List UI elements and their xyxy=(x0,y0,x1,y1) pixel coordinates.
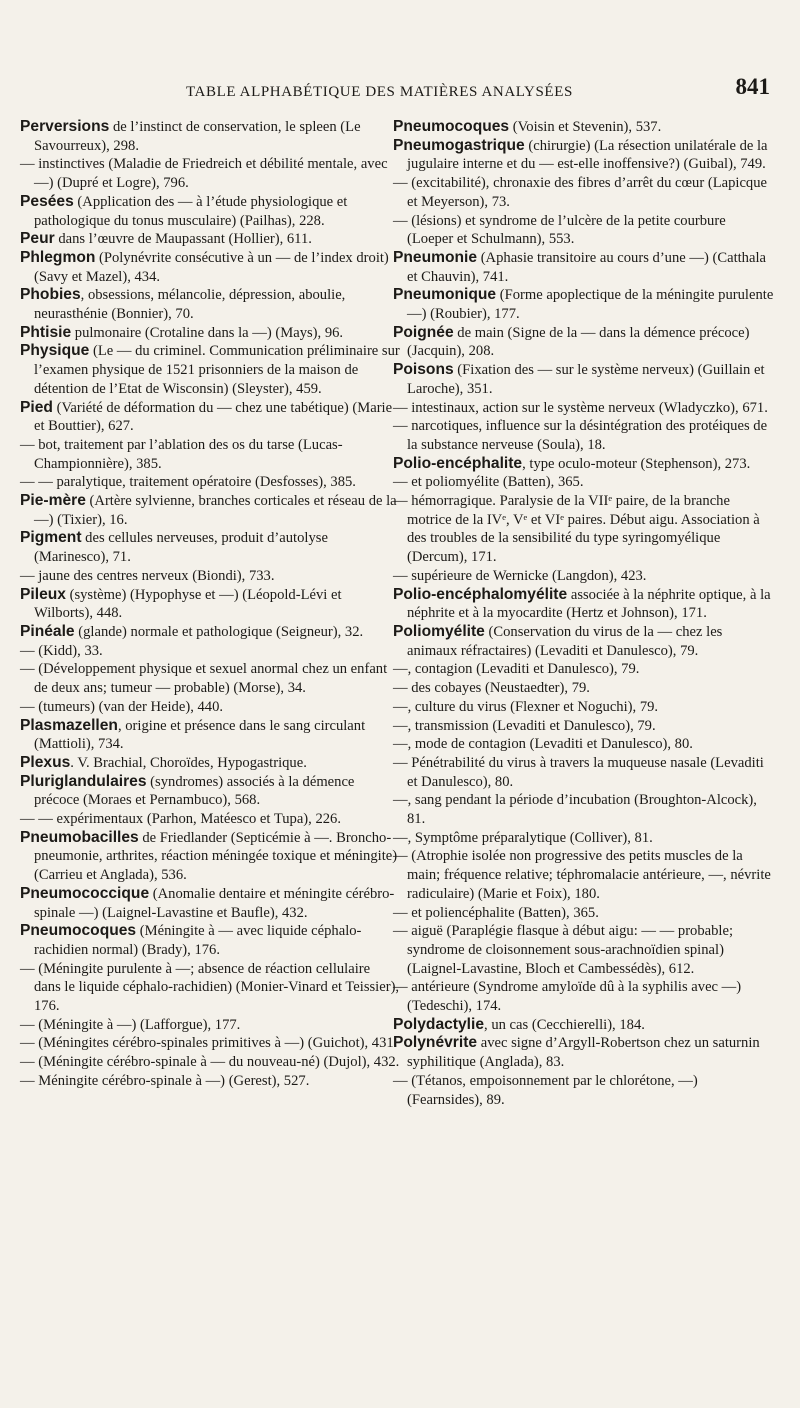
index-entry xyxy=(20,230,400,249)
entry-text: (syndromes) associés à la démence précoce (Moraes et Pernambuco), 568. xyxy=(34,773,355,809)
index-entry xyxy=(20,324,400,343)
entry-text: de Friedlander (Septicémie à —. Broncho-pneumonie, arthrites, réaction méningée toxique et méningite) (Carrieu et Anglada), 536. xyxy=(34,829,398,884)
entry-headword: Pied xyxy=(20,398,53,416)
index-entry xyxy=(20,717,400,754)
entry-headword: Pneumogastrique xyxy=(393,136,525,154)
left-index-column xyxy=(20,118,400,1091)
index-entry xyxy=(20,249,400,286)
entry-headword: Pneumonie xyxy=(393,248,478,266)
entry-text: — aiguë (Paraplégie flasque à début aigu: — — probable; syndrome de cloisonnement sous-arachnoïdien spinal) (Laignel-Lavastine, Bloch et Cambessédès), 612. xyxy=(393,923,734,977)
entry-text: —, Symptôme préparalytique (Colliver), 81. xyxy=(393,829,653,846)
entry-text: (glande) normale et pathologique (Seigneur), 32. xyxy=(74,623,364,640)
entry-text: (Méningite à — avec liquide céphalo-rachidien normal) (Brady), 176. xyxy=(34,923,362,958)
index-entry xyxy=(393,118,775,137)
entry-headword: Plasmazellen xyxy=(20,716,118,734)
entry-headword: Pie-mère xyxy=(20,492,86,510)
entry-headword: Pileux xyxy=(20,585,66,603)
entry-headword: Polydactylie xyxy=(393,1015,485,1033)
index-entry xyxy=(393,754,775,791)
index-entry xyxy=(20,529,400,566)
entry-headword: Polio-encéphalomyélite xyxy=(393,585,568,603)
entry-text: de main (Signe de la — dans la démence précoce) (Jacquin), 208. xyxy=(407,324,750,360)
entry-headword: Pluriglandulaires xyxy=(20,772,147,790)
entry-text: — jaune des centres nerveux (Biondi), 733. xyxy=(20,567,275,584)
index-entry xyxy=(393,586,775,623)
index-entry xyxy=(393,473,775,492)
entry-text: (système) (Hypophyse et —) (Léopold-Lévi et Wilborts), 448. xyxy=(34,586,342,622)
entry-text: — (Tétanos, empoisonnement par le chlorétone, —) (Fearnsides), 89. xyxy=(393,1072,698,1108)
index-entry xyxy=(20,473,400,492)
page-header xyxy=(96,74,770,104)
entry-headword: Pesées xyxy=(20,192,74,210)
index-entry xyxy=(20,118,400,155)
index-entry xyxy=(393,679,775,698)
entry-headword: Physique xyxy=(20,342,90,360)
right-index-column xyxy=(393,118,775,1109)
entry-headword: Polynévrite xyxy=(393,1034,478,1052)
index-entry xyxy=(393,417,775,454)
entry-text: — (Atrophie isolée non progressive des petits muscles de la main; fréquence relative; téphromalacie antérieure, —, névrite radiculaire) (Marie et Foix), 180. xyxy=(393,848,771,902)
entry-text: , type oculo-moteur (Stephenson), 273. xyxy=(522,455,751,472)
entry-text: — — paralytique, traitement opératoire (Desfosses), 385. xyxy=(20,474,356,491)
entry-text: (chirurgie) (La résection unilatérale de la jugulaire interne et du — est-elle inoffensive?) (Guibal), 749. xyxy=(407,137,768,173)
entry-text: —, contagion (Levaditi et Danulesco), 79. xyxy=(393,661,640,678)
index-entry xyxy=(393,623,775,660)
entry-text: —, culture du virus (Flexner et Noguchi), 79. xyxy=(393,698,659,715)
entry-text: — (Méningite à —) (Lafforgue), 177. xyxy=(20,1016,241,1033)
index-entry xyxy=(20,922,400,959)
entry-text: —, sang pendant la période d’incubation (Broughton-Alcock), 81. xyxy=(393,792,757,828)
index-entry xyxy=(20,567,400,586)
entry-headword: Perversions xyxy=(20,118,110,135)
entry-text: — narcotiques, influence sur la désintégration des protéiques de la substance nerveuse (Soula), 18. xyxy=(393,418,768,453)
entry-text: — (tumeurs) (van der Heide), 440. xyxy=(20,698,224,715)
index-entry xyxy=(20,1072,400,1091)
entry-text: — (Méningite purulente à —; absence de réaction cellulaire dans le liquide céphalo-rachidien) (Monier-Vinard et Teissier), 176. xyxy=(20,960,400,1015)
entry-headword: Pneumocoques xyxy=(393,118,510,135)
index-entry xyxy=(393,324,775,361)
index-entry xyxy=(20,399,400,436)
index-entry xyxy=(20,1053,400,1072)
entry-text: — Méningite cérébro-spinale à —) (Gerest), 527. xyxy=(20,1072,310,1089)
entry-text: — (Méningites cérébro-spinales primitives à —) (Guichot), 431. xyxy=(20,1035,398,1052)
entry-headword: Pneumonique xyxy=(393,286,497,304)
index-entry xyxy=(393,361,775,398)
index-entry xyxy=(393,1016,775,1035)
entry-text: — supérieure de Wernicke (Langdon), 423. xyxy=(393,567,647,584)
entry-text: — et poliomyélite (Batten), 365. xyxy=(393,474,584,491)
index-entry xyxy=(20,623,400,642)
index-entry xyxy=(20,660,400,697)
entry-headword: Plexus xyxy=(20,753,71,771)
entry-headword: Pneumocoques xyxy=(20,922,137,940)
index-entry xyxy=(20,286,400,323)
entry-headword: Pneumobacilles xyxy=(20,828,139,846)
index-entry xyxy=(20,885,400,922)
entry-text: (Anomalie dentaire et méningite cérébro-spinale —) (Laignel-Lavastine et Baufle), 432. xyxy=(34,885,395,921)
index-entry xyxy=(393,1034,775,1071)
index-entry xyxy=(393,698,775,717)
entry-text: — (excitabilité), chronaxie des fibres d’arrêt du cœur (Lapicque et Meyerson), 73. xyxy=(393,175,768,210)
entry-text: — — expérimentaux (Parhon, Matéesco et Tupa), 226. xyxy=(20,811,341,828)
entry-headword: Pinéale xyxy=(20,622,75,640)
entry-text: , un cas (Cecchierelli), 184. xyxy=(484,1016,645,1033)
entry-headword: Polio-encéphalite xyxy=(393,454,523,472)
index-entry xyxy=(393,455,775,474)
entry-text: — intestinaux, action sur le système nerveux (Wladyczko), 671. xyxy=(393,399,768,416)
index-entry xyxy=(20,1034,400,1053)
entry-text: (Conservation du virus de la — chez les animaux réfractaires) (Levaditi et Danulesco), 79. xyxy=(407,623,723,659)
entry-text: (Polynévrite consécutive à un — de l’index droit) (Savy et Mazel), 434. xyxy=(34,249,389,285)
entry-text: — hémorragique. Paralysie de la VIIᵉ paire, de la branche motrice de la IVᵉ, Vᵉ et VIᵉ paires. Début aigu. Association à des troubles de la sensibilité du type syringomyélique (Dercum), 171. xyxy=(393,493,760,566)
entry-headword: Pneumococcique xyxy=(20,884,150,902)
index-entry xyxy=(20,1016,400,1035)
entry-text: (Variété de déformation du — chez une tabétique) (Marie et Bouttier), 627. xyxy=(34,399,393,435)
index-entry xyxy=(20,698,400,717)
index-entry xyxy=(20,193,400,230)
index-entry xyxy=(20,754,400,773)
index-entry xyxy=(20,829,400,885)
entry-headword: Peur xyxy=(20,230,55,248)
index-entry xyxy=(393,212,775,249)
entry-headword: Phobies xyxy=(20,286,81,304)
index-entry xyxy=(393,567,775,586)
entry-text: — des cobayes (Neustaedter), 79. xyxy=(393,680,590,697)
entry-text: — antérieure (Syndrome amyloïde dû à la syphilis avec —) (Tedeschi), 174. xyxy=(393,979,742,1015)
entry-text: . V. Brachial, Choroïdes, Hypogastrique. xyxy=(70,754,307,771)
index-entry xyxy=(393,492,775,567)
index-entry xyxy=(393,399,775,418)
index-entry xyxy=(393,847,775,903)
entry-text: (Voisin et Stevenin), 537. xyxy=(509,119,662,135)
entry-text: — Pénétrabilité du virus à travers la muqueuse nasale (Levaditi et Danulesco), 80. xyxy=(393,754,764,790)
entry-headword: Phlegmon xyxy=(20,248,96,266)
entry-text: avec signe d’Argyll-Robertson chez un saturnin syphilitique (Anglada), 83. xyxy=(407,1035,760,1071)
index-entry xyxy=(20,960,400,1016)
index-entry xyxy=(20,810,400,829)
entry-headword: Poisons xyxy=(393,361,454,379)
entry-text: (Forme apoplectique de la méningite purulente —) (Roubier), 177. xyxy=(407,287,774,323)
index-entry xyxy=(393,717,775,736)
index-entry xyxy=(393,1072,775,1109)
index-entry xyxy=(393,735,775,754)
entry-headword: Phtisie xyxy=(20,323,72,341)
entry-text: —, transmission (Levaditi et Danulesco), 79. xyxy=(393,717,656,734)
index-entry xyxy=(20,642,400,661)
entry-text: de l’instinct de conservation, le spleen (Le Savourreux), 298. xyxy=(34,119,361,154)
entry-headword: Poignée xyxy=(393,323,454,341)
index-entry xyxy=(20,586,400,623)
entry-text: pulmonaire (Crotaline dans la —) (Mays), 96. xyxy=(71,324,344,341)
index-entry xyxy=(393,978,775,1015)
entry-text: — (lésions) et syndrome de l’ulcère de la petite courbure (Loeper et Schulmann), 553. xyxy=(393,212,726,248)
entry-text: — (Kidd), 33. xyxy=(20,642,103,659)
index-entry xyxy=(393,829,775,848)
index-entry xyxy=(393,286,775,323)
index-entry xyxy=(393,660,775,679)
entry-text: , obsessions, mélancolie, dépression, aboulie, neurasthénie (Bonnier), 70. xyxy=(34,287,346,323)
entry-text: — bot, traitement par l’ablation des os du tarse (Lucas-Championnière), 385. xyxy=(20,436,343,472)
index-entry xyxy=(393,249,775,286)
entry-text: — instinctives (Maladie de Friedreich et débilité mentale, avec —) (Dupré et Logre), 796. xyxy=(20,156,388,192)
running-title: TABLE ALPHABÉTIQUE DES MATIÈRES ANALYSÉES xyxy=(186,84,573,100)
entry-headword: Pigment xyxy=(20,529,82,547)
entry-text: —, mode de contagion (Levaditi et Danulesco), 80. xyxy=(393,736,693,753)
index-entry xyxy=(20,155,400,192)
index-entry xyxy=(393,922,775,978)
entry-text: des cellules nerveuses, produit d’autolyse (Marinesco), 71. xyxy=(34,530,328,566)
index-entry xyxy=(393,137,775,174)
entry-text: (Application des — à l’étude physiologique et pathologique du tonus musculaire) (Pailhas), 228. xyxy=(34,193,348,229)
entry-text: — (Développement physique et sexuel anormal chez un enfant de deux ans; tumeur — probable) (Morse), 34. xyxy=(20,661,388,697)
index-entry xyxy=(20,436,400,473)
index-entry xyxy=(20,492,400,529)
entry-text: (Artère sylvienne, branches corticales et réseau de la —) (Tixier), 16. xyxy=(34,493,397,528)
index-entry xyxy=(393,174,775,211)
entry-text: associée à la néphrite optique, à la néphrite et à la myocardite (Hertz et Johnson), 171. xyxy=(407,586,771,622)
index-entry xyxy=(20,342,400,398)
entry-text: — et poliencéphalite (Batten), 365. xyxy=(393,904,599,921)
entry-text: (Le — du criminel. Communication préliminaire sur l’examen physique de 1521 prisonniers de la maison de détention de l’Etat de Wisconsin) (Sleyster), 459. xyxy=(34,343,400,397)
index-entry xyxy=(20,773,400,810)
page-number: 841 xyxy=(735,74,770,99)
entry-headword: Poliomyélite xyxy=(393,622,485,640)
index-entry xyxy=(393,791,775,828)
entry-text: (Aphasie transitoire au cours d’une —) (Catthala et Chauvin), 741. xyxy=(407,249,766,285)
entry-text: dans l’œuvre de Maupassant (Hollier), 611. xyxy=(54,231,312,248)
entry-text: (Fixation des — sur le système nerveux) (Guillain et Laroche), 351. xyxy=(407,362,765,397)
index-entry xyxy=(393,904,775,923)
entry-text: — (Méningite cérébro-spinale à — du nouveau-né) (Dujol), 432. xyxy=(20,1054,400,1071)
entry-text: , origine et présence dans le sang circulant (Mattioli), 734. xyxy=(34,717,366,753)
